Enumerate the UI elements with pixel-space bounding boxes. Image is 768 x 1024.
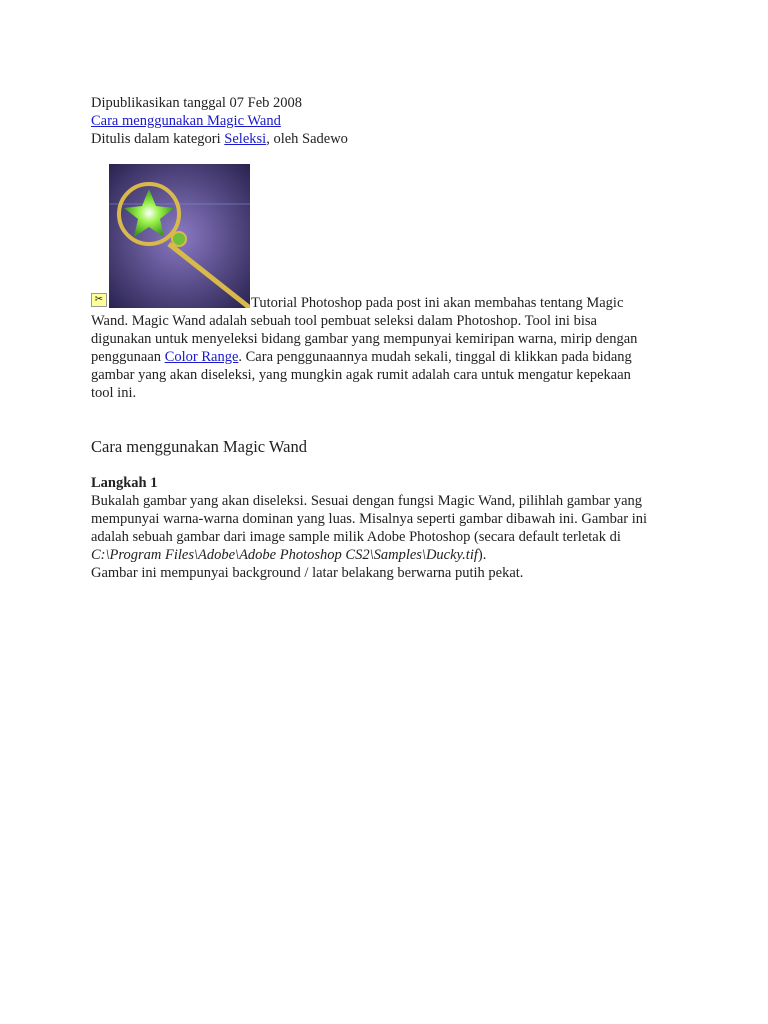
intro-line: tool ini. bbox=[91, 385, 137, 401]
published-date: Dipublikasikan tanggal 07 Feb 2008 bbox=[91, 95, 303, 111]
author: , oleh Sadewo bbox=[266, 131, 348, 147]
category-prefix: Ditulis dalam kategori bbox=[91, 131, 225, 147]
intro-line: Tutorial Photoshop pada post ini akan membahas tentang Magic bbox=[251, 295, 624, 311]
step-heading: Langkah 1 bbox=[91, 475, 158, 491]
magic-wand-image bbox=[109, 164, 250, 308]
intro-line: gambar yang akan diseleksi, yang mungkin agak rumit adalah cara untuk mengatur kepekaan bbox=[91, 367, 631, 383]
step-line: Bukalah gambar yang akan diseleksi. Sesuai dengan fungsi Magic Wand, pilihlah gambar yang bbox=[91, 493, 643, 509]
intro-text: . Cara penggunaannya mudah sekali, tinggal di klikkan pada bidang bbox=[238, 349, 632, 365]
section-heading: Cara menggunakan Magic Wand bbox=[91, 437, 308, 456]
file-path: C:\Program Files\Adobe\Adobe Photoshop CS2\Samples\Ducky.tif bbox=[91, 547, 478, 563]
category-link[interactable]: Seleksi bbox=[224, 131, 267, 147]
category-line bbox=[91, 130, 348, 148]
step-line: adalah sebuah gambar dari image sample milik Adobe Photoshop (secara default terletak di bbox=[91, 529, 621, 545]
step-line: mempunyai warna-warna dominan yang luas. Misalnya seperti gambar dibawah ini. Gambar ini bbox=[91, 511, 648, 527]
step-text: ). bbox=[477, 547, 487, 563]
color-range-link[interactable]: Color Range bbox=[164, 349, 239, 365]
broken-image-icon: ✂ bbox=[91, 293, 107, 307]
step-line: Gambar ini mempunyai background / latar belakang berwarna putih pekat. bbox=[91, 565, 524, 581]
title-link[interactable]: Cara menggunakan Magic Wand bbox=[91, 113, 281, 129]
intro-line bbox=[91, 348, 632, 366]
step-line bbox=[91, 546, 486, 564]
intro-line: Wand. Magic Wand adalah sebuah tool pembuat seleksi dalam Photoshop. Tool ini bisa bbox=[91, 313, 597, 329]
intro-text: penggunaan bbox=[91, 349, 165, 365]
intro-line: digunakan untuk menyeleksi bidang gambar yang mempunyai kemiripan warna, mirip dengan bbox=[91, 331, 638, 347]
